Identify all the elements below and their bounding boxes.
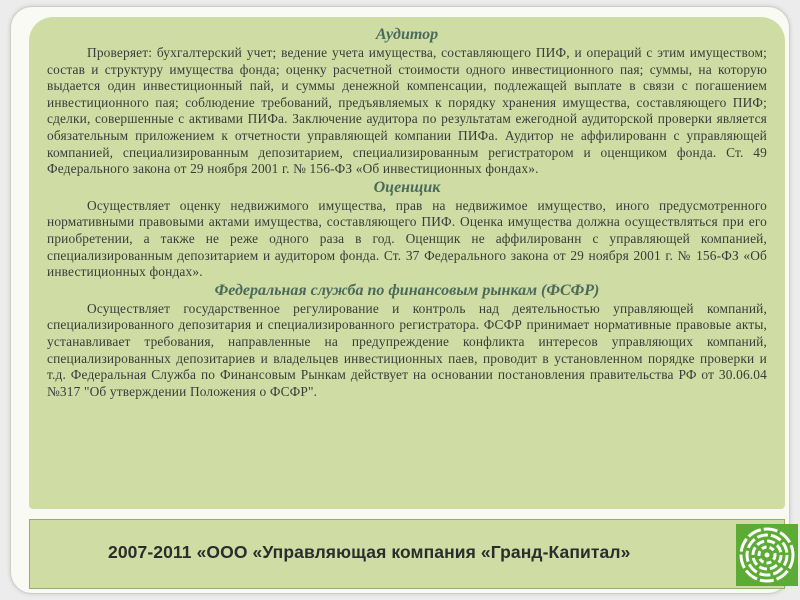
appraiser-heading: Оценщик [373, 178, 441, 196]
content-panel [29, 17, 785, 509]
auditor-heading: Аудитор [375, 26, 439, 43]
ring-logo-icon [736, 524, 798, 586]
footer-copyright: 2007-2011 «ООО «Управляющая компания «Гранд-Капитал» [108, 542, 631, 562]
grand-capital-logo-icon [736, 524, 798, 586]
footer-bar [29, 519, 785, 589]
auditor-text: Проверяет: бухгалтерский учет; ведение учета имущества, составляющего ПИФ, и операций с этим имуществом; состав и структуру имущества фонда; оценку расчетной стоимости одного инвестиционного пая; суммы, на которую выдается один инвестиционный пай, и суммы денежной компенсации, подлежащей выплате в связи с погашением инвестиционного пая; соблюдение требований, предъявляемых к порядку хранения имущества, составляющего ПИФ; сделки, совершенные с активами ПИФа. Заключение аудитора по результатам ежегодной аудиторской проверки является обязательным приложением к отчетности управляющей компании ПИФа. Аудитор не аффилированн с управляющей компанией, специализированным депозитарием, специализированным регистратором и оценщиком фонда. Ст. 49 Федерального закона от 29 ноября 2001 г. № 156-ФЗ «Об инвестиционных фондах». [47, 45, 767, 177]
ffms-heading: Федеральная служба по финансовым рынкам (ФСФР) [214, 281, 600, 299]
ffms-text: Осуществляет государственное регулирование и контроль над деятельностью управляющей компаний, специализированного депозитария и специализированного регистратора. ФСФР принимает нормативные правовые акты, устанавливает требования, направленные на предупреждение конфликта интересов управляющих компаний, специализированных депозитариев и владельцев инвестиционных паев, проводит в установленном порядке проверки и т.д. Федеральная Служба по Финансовым Рынкам действует на основании постановления правительства РФ от 30.06.04 №317 "Об утверждении Положения о ФСФР". [47, 300, 767, 399]
slide [10, 6, 790, 594]
appraiser-text: Осуществляет оценку недвижимого имущества, прав на недвижимое имущество, иного предусмотренного нормативными правовыми актами имущества, составляющего ПИФ. Оценка имущества должна осуществляться при его приобретении, а также не реже одного раза в год. Оценщик не аффилированн с управляющей компанией, специализированным депозитарием и аудитором фонда. Ст. 37 Федерального закона от 29 ноября 2001 г. № 156-ФЗ «Об инвестиционных фондах». [47, 197, 767, 280]
